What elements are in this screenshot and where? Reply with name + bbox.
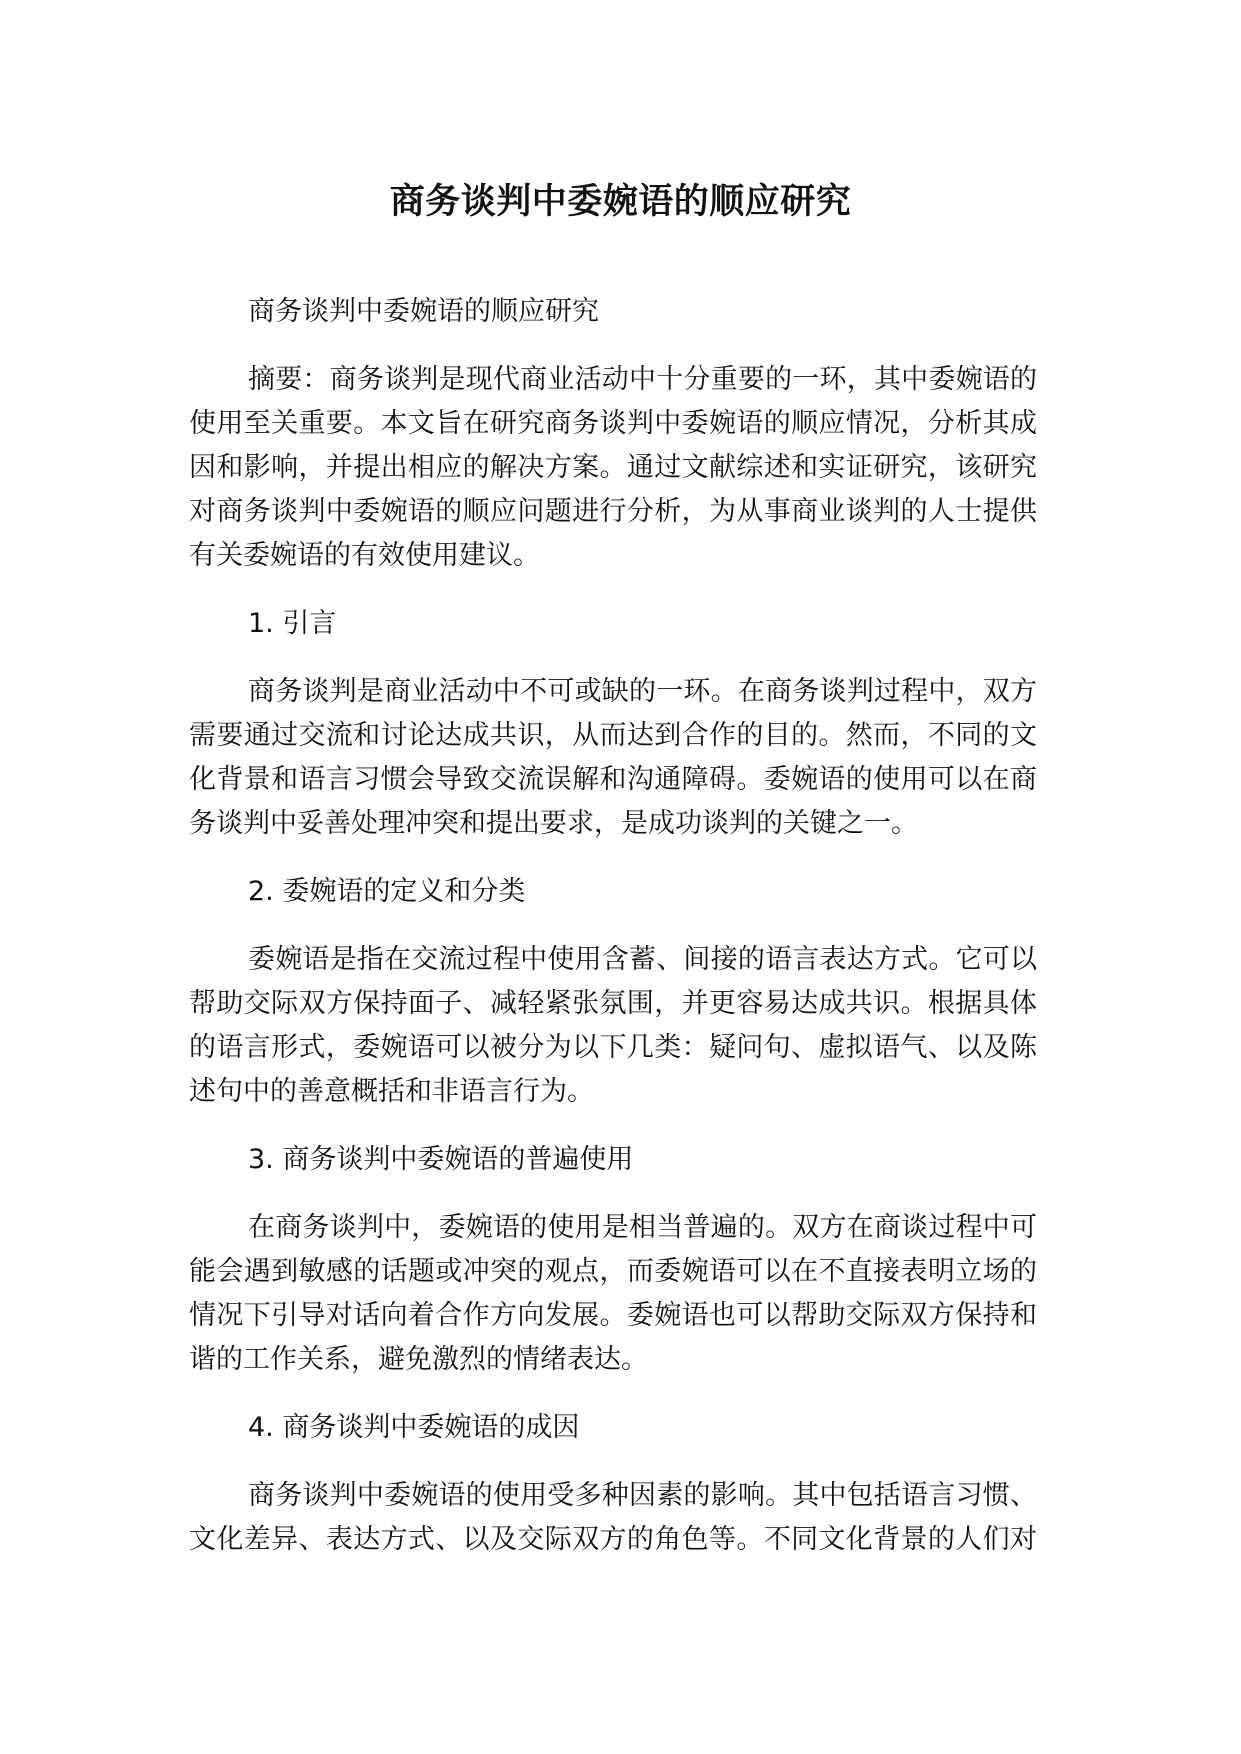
paragraph-line: 帮助交际双方保持面子、减轻紧张氛围，并更容易达成共识。根据具体 [189,988,1037,1019]
abstract-line: 因和影响，并提出相应的解决方案。通过文献综述和实证研究，该研究 [189,452,1037,483]
section-2-paragraph [189,938,1037,1114]
section-heading-definition: 2. 委婉语的定义和分类 [248,876,526,907]
section-3-heading-block [189,1138,1037,1182]
subtitle-block [189,290,1037,334]
abstract-line: 对商务谈判中委婉语的顺应问题进行分析，为从事商业谈判的人士提供 [189,496,1037,527]
abstract-paragraph [189,358,1037,578]
document-title: 商务谈判中委婉语的顺应研究 [389,182,852,222]
paragraph-line: 需要通过交流和讨论达成共识，从而达到合作的目的。然而，不同的文 [189,720,1037,751]
paragraph-line: 的语言形式，委婉语可以被分为以下几类：疑问句、虚拟语气、以及陈 [189,1032,1037,1063]
paragraph-line: 化背景和语言习惯会导致交流误解和沟通障碍。委婉语的使用可以在商 [189,764,1037,795]
paragraph-line: 商务谈判中委婉语的使用受多种因素的影响。其中包括语言习惯、 [248,1480,1037,1511]
abstract-line: 摘要：商务谈判是现代商业活动中十分重要的一环，其中委婉语的 [248,364,1037,395]
section-3-paragraph [189,1206,1037,1382]
section-1-paragraph [189,670,1037,846]
section-heading-usage: 3. 商务谈判中委婉语的普遍使用 [248,1144,634,1175]
section-heading-causes: 4. 商务谈判中委婉语的成因 [248,1412,580,1443]
abstract-line: 有关委婉语的有效使用建议。 [189,540,540,571]
paragraph-line: 委婉语是指在交流过程中使用含蓄、间接的语言表达方式。它可以 [248,944,1037,975]
paragraph-line: 能会遇到敏感的话题或冲突的观点，而委婉语可以在不直接表明立场的 [189,1256,1037,1287]
section-4-paragraph [189,1474,1037,1562]
paragraph-line: 述句中的善意概括和非语言行为。 [189,1076,594,1107]
abstract-line: 使用至关重要。本文旨在研究商务谈判中委婉语的顺应情况，分析其成 [189,408,1037,439]
section-2-heading-block [189,870,1037,914]
section-heading-introduction: 1. 引言 [248,608,337,639]
paragraph-line: 商务谈判是商业活动中不可或缺的一环。在商务谈判过程中，双方 [248,676,1037,707]
document-subtitle: 商务谈判中委婉语的顺应研究 [248,296,599,327]
section-4-heading-block [189,1406,1037,1450]
paragraph-line: 文化差异、表达方式、以及交际双方的角色等。不同文化背景的人们对 [189,1524,1037,1555]
section-1-heading-block [189,602,1037,646]
paragraph-line: 在商务谈判中，委婉语的使用是相当普遍的。双方在商谈过程中可 [248,1212,1037,1243]
document-body [189,290,1037,1586]
paragraph-line: 务谈判中妥善处理冲突和提出要求，是成功谈判的关键之一。 [189,808,918,839]
paragraph-line: 谐的工作关系，避免激烈的情绪表达。 [189,1344,648,1375]
paragraph-line: 情况下引导对话向着合作方向发展。委婉语也可以帮助交际双方保持和 [189,1300,1037,1331]
